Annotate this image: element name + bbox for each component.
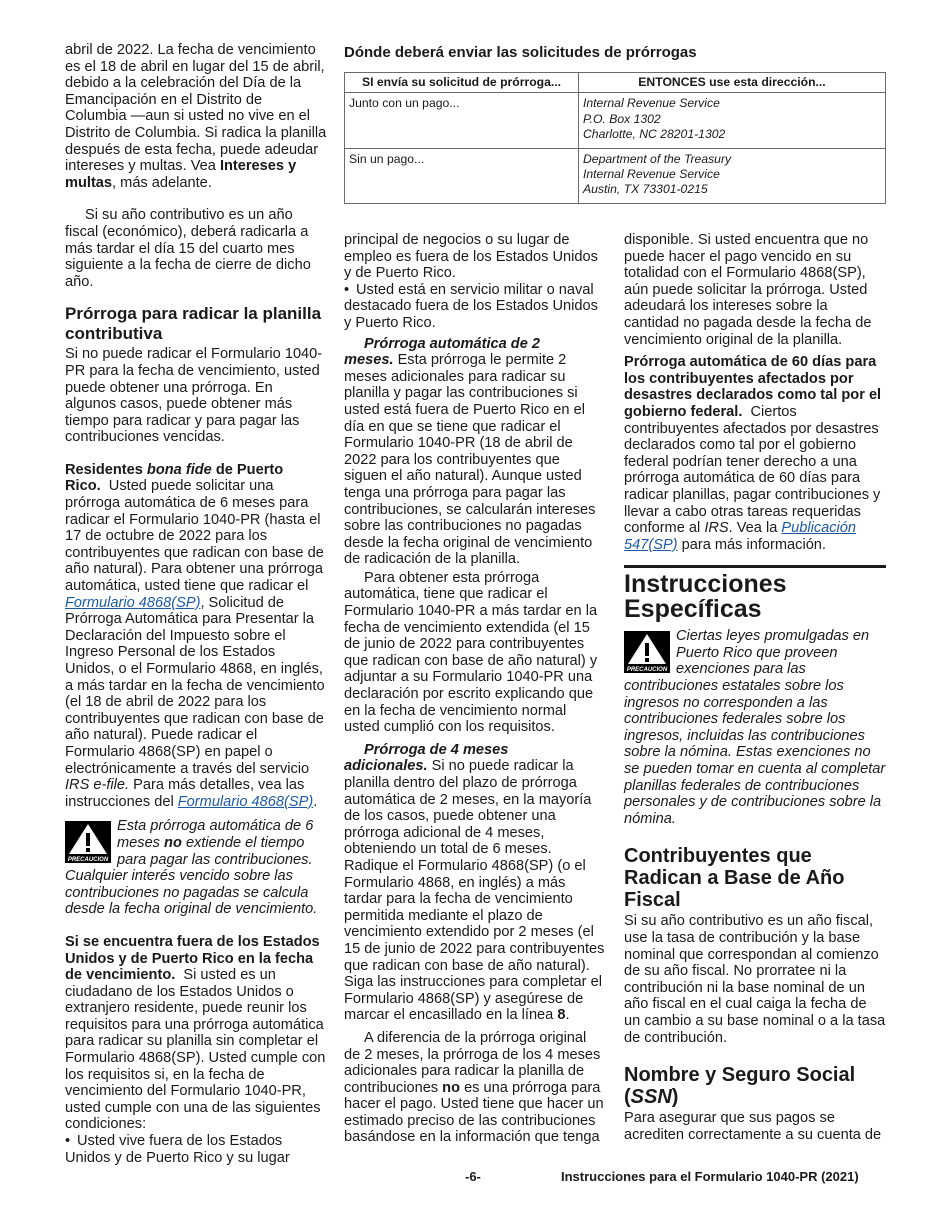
page-number: -6- <box>465 1169 481 1184</box>
paragraph: Prórroga automática de 2 meses. Esta prórroga le permite 2 meses adicionales para radicar su planilla y pagar las contribuciones si usted está fuera de Puerto Rico en el día en que se tiene que radicar el Formulario 1040-PR (18 de abril de 2022 para los contribuyentes que siguen el año natural). Aunque usted tenga una prórroga para pagar las contribuciones, se calcularán intereses sobre las contribuciones no pagadas desde la fecha original de vencimiento de radicación de la planilla. <box>344 335 596 568</box>
paragraph: principal de negocios o su lugar de empleo es fuera de los Estados Unidos y de Puerto Rico. <box>344 232 598 282</box>
table-row: Junto con un pago... Internal Revenue Service P.O. Box 1302 Charlotte, NC 28201-1302 <box>345 93 886 148</box>
paragraph: Para asegurar que sus pagos se acrediten correctamente a su cuenta de <box>624 1110 882 1143</box>
paragraph: Prórroga de 4 meses adicionales. Si no puede radicar la planilla dentro del plazo de prórroga automática de 2 meses, en la mayoría de los casos, puede obtener una prórroga adicional de 4 meses, obteniendo un total de 6 meses. Radique el Formulario 4868(SP) (o el Formulario 4868, en inglés) a más tardar para la fecha de vencimiento permitida mediante el plazo de vencimiento extendido por 2 meses (el 15 de junio de 2022 para contribuyentes que radican con base de año natural). Siga las instrucciones para completar el Formulario 4868(SP) y asegúrese de marcar el encasillado en la línea 8. <box>344 741 605 1024</box>
caution-label: PRECAUCION <box>626 667 668 674</box>
section-heading: Prórroga para radicar la planilla contributiva <box>65 304 322 344</box>
table-header-address: ENTONCES use esta dirección... <box>579 73 886 93</box>
section-heading: Contribuyentes que Radican a Base de Año Fiscal <box>624 845 845 912</box>
paragraph: abril de 2022. La fecha de vencimiento es el 18 de abril en lugar del 15 de abril, debido a la celebración del Día de la Emancipación en el Distrito de Columbia —aun si usted no vive en el Distrito de Columbia. Si radica la planilla después de esta fecha, puede adeudar intereses y multas. Vea Intereses y multas, más adelante. <box>65 42 327 191</box>
column-2 <box>344 232 606 1146</box>
paragraph: Si se encuentra fuera de los Estados Unidos y de Puerto Rico en la fecha de vencimiento. Si usted es un ciudadano de los Estados Unidos o extranjero residente, puede reunir los requisitos para una prórroga automática para radicar su planilla sin completar el Formulario 4868(SP). Usted cumple con los requisitos si, en la fecha de vencimiento del Formulario 1040-PR, usted cumple con una de las siguientes condiciones: <box>65 933 326 1133</box>
caution-text: Ciertas leyes promulgadas en Puerto Rico que proveen exenciones para las contribuciones estatales sobre los ingresos no corresponden a las contribuciones federales sobre los ingresos, incluidas las contribuciones sobre la nómina. Estas exenciones no se pueden tomar en cuenta al completar planillas federales de contribuciones personales y de contribuciones sobre la nómina. <box>624 628 886 827</box>
caution-warning-icon <box>65 821 111 863</box>
table-title: Dónde deberá enviar las solicitudes de prórrogas <box>344 44 697 61</box>
caution-note <box>624 628 886 827</box>
bullet-item: • Usted vive fuera de los Estados Unidos y de Puerto Rico y su lugar <box>65 1133 290 1166</box>
column-1 <box>65 42 327 1166</box>
caution-label: PRECAUCION <box>67 857 109 864</box>
paragraph: Prórroga automática de 60 días para los contribuyentes afectados por desastres declarados como tal por el gobierno federal. Ciertos contribuyentes afectados por desastres declarados como tal por el gobierno federal podrían tener derecho a una prórroga automática de 60 días para radicar planillas, pagar contribuciones y llevar a cabo otras tareas requeridas conforme al IRS. Vea la Publicación 547(SP) para más información. <box>624 354 882 553</box>
publicacion-547sp-link[interactable]: Publicación 547(SP) <box>624 520 857 553</box>
caution-warning-icon <box>624 631 670 673</box>
paragraph: Residentes bona fide de Puerto Rico. Usted puede solicitar una prórroga automática de 6 meses para radicar el Formulario 1040-PR (hasta el 17 de octubre de 2022 para los contribuyentes que radican con base de año natural). Para obtener una prórroga automática, usted tiene que radicar el Formulario 4868(SP), Solicitud de Prórroga Automática para Presentar la Declaración del Impuesto sobre el Ingreso Personal de los Estados Unidos, o el Formulario 4868, en inglés, a más tardar en la fecha de vencimiento (el 18 de abril de 2022 para los contribuyentes que radican con base de año natural). Puede radicar el Formulario 4868(SP) en papel o electrónicamente a través del servicio IRS e-file. Para más detalles, vea las instrucciones del Formulario 4868(SP). <box>65 461 325 810</box>
paragraph: Si su año contributivo es un año fiscal (económico), deberá radicarla a más tardar el día 15 del cuarto mes siguiente a la fecha de cierre de dicho año. <box>65 207 311 290</box>
footer-title: Instrucciones para el Formulario 1040-PR (2021) <box>561 1169 859 1184</box>
paragraph: A diferencia de la prórroga original de 2 meses, la prórroga de los 4 meses adicionales para radicar la planilla de contribuciones no es una prórroga para hacer el pago. Usted tiene que hacer un estimado preciso de las contribuciones basándose en la información que tenga <box>344 1029 604 1146</box>
section-rule <box>624 565 886 568</box>
caution-note <box>65 818 327 918</box>
bullet-item: • Usted está en servicio militar o naval destacado fuera de los Estados Unidos y Puerto Rico. <box>344 281 598 331</box>
paragraph: Si su año contributivo es un año fiscal, use la tasa de contribución y la base nominal que correspondan al comienzo de su año fiscal. No prorratee ni la contribución ni la base nominal de un año fiscal en el cual caiga la fecha de un cambio a su base nominal o a la tasa de contribución. <box>624 913 886 1046</box>
paragraph: Si no puede radicar el Formulario 1040-PR para la fecha de vencimiento, usted puede obtener una prórroga. En algunos casos, puede obtener más tiempo para radicar y para pagar las contribuciones vencidas. <box>65 346 323 446</box>
paragraph: Para obtener esta prórroga automática, tiene que radicar el Formulario 1040-PR a más tardar en la fecha de vencimiento extendida (el 15 de junio de 2022 para contribuyentes que radican con base de año natural) y adjuntar a su Formulario 1040-PR una declaración por escrito explicando que en la fecha de vencimiento normal usted cumplió con los requisitos. <box>344 569 598 736</box>
paragraph: disponible. Si usted encuentra que no puede hacer el pago vencido en su totalidad con el Formulario 4868(SP), aún puede solicitar la prórroga. Usted adeudará los intereses sobre la cantidad no pagada desde la fecha de vencimiento original de la planilla. <box>624 232 872 348</box>
table-row: Sin un pago... Department of the Treasury Internal Revenue Service Austin, TX 73301-0215 <box>345 148 886 203</box>
formulario-4868sp-instructions-link[interactable]: Formulario 4868(SP) <box>177 793 314 810</box>
section-heading: Nombre y Seguro Social (SSN) <box>624 1064 856 1109</box>
formulario-4868sp-link[interactable]: Formulario 4868(SP) <box>65 594 201 611</box>
address-table <box>344 72 886 204</box>
section-heading: Instrucciones Específicas <box>624 570 787 624</box>
column-3 <box>624 232 886 1143</box>
caution-text: Esta prórroga automática de 6 meses no extiende el tiempo para pagar las contribuciones. Cualquier interés vencido sobre las contribuciones no pagadas se calcula desde la fecha original de vencimiento. <box>65 818 318 918</box>
table-header-case: SI envía su solicitud de prórroga... <box>345 73 579 93</box>
